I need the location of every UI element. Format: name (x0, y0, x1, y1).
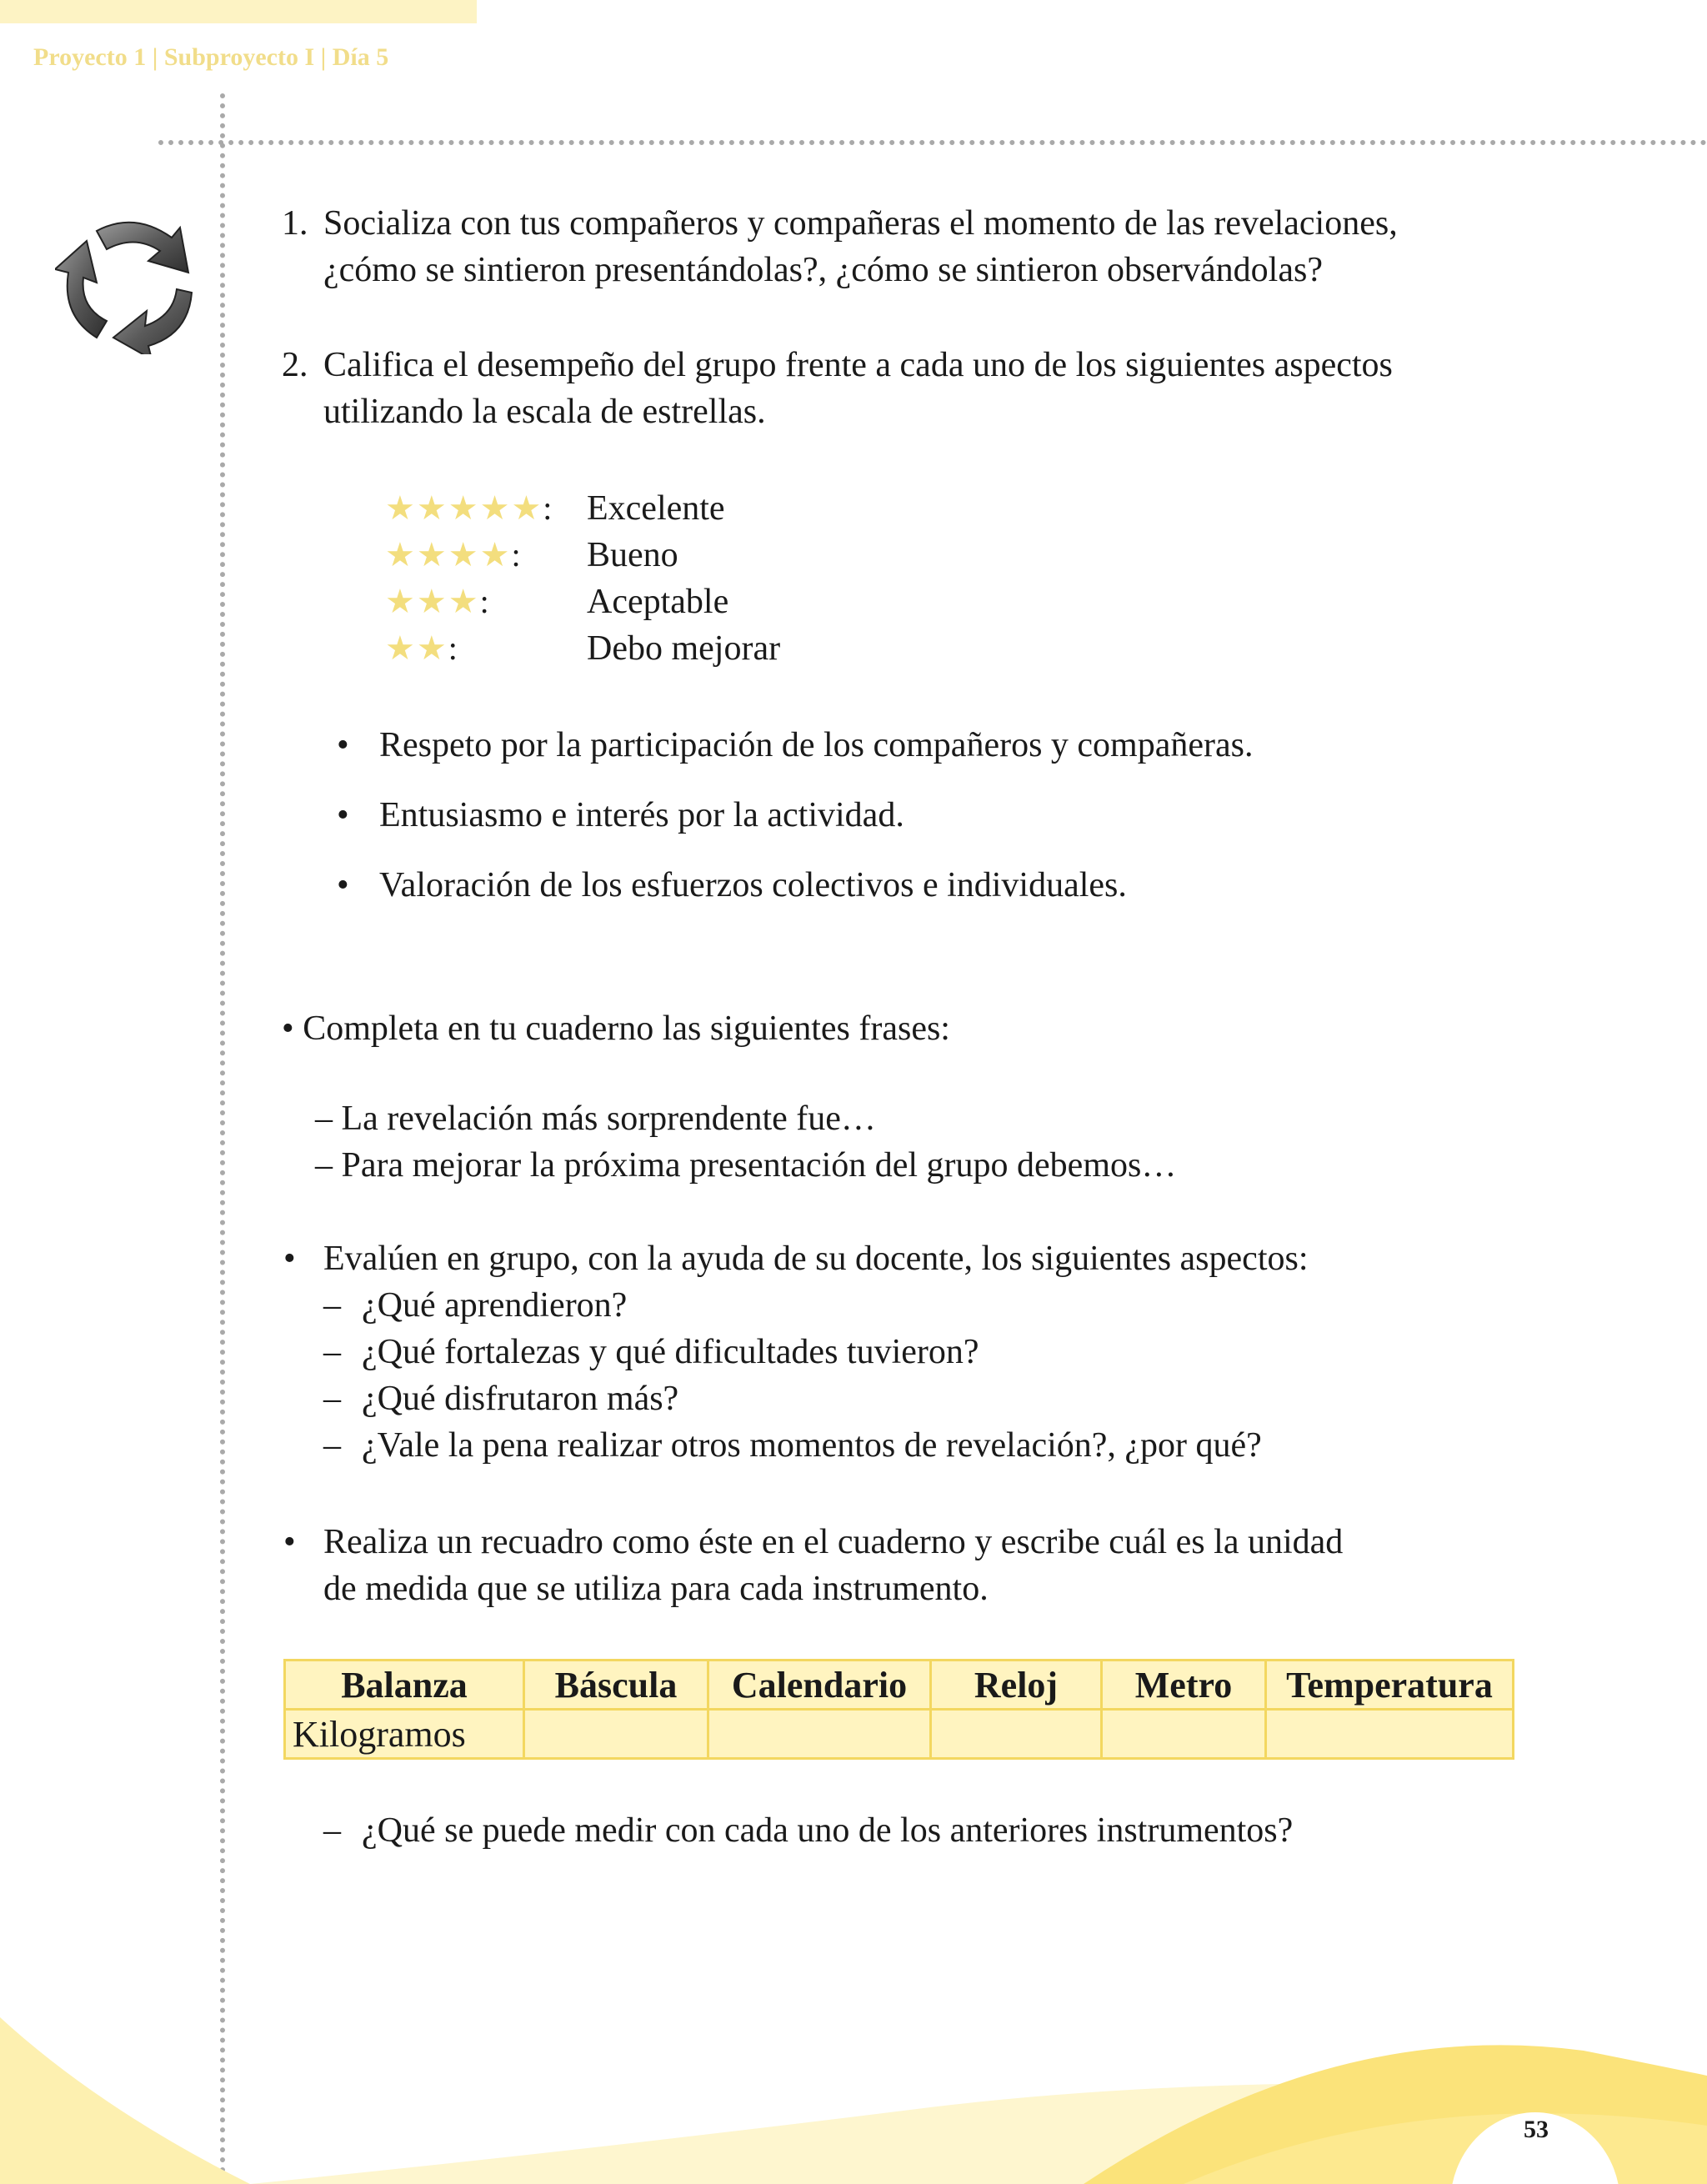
table-cell-metro (1102, 1710, 1266, 1759)
dash-marker: – (323, 1426, 341, 1465)
evaluate-question-2: ¿Qué fortalezas y qué dificultades tuvieron? (362, 1333, 979, 1371)
bullet-icon: • (337, 866, 349, 904)
page-number: 53 (1524, 2116, 1549, 2143)
star-rating-3: ★★★: (385, 583, 491, 620)
table-cell-reloj (931, 1710, 1102, 1759)
table-header-bascula: Báscula (524, 1661, 708, 1710)
dash-marker: – (323, 1286, 341, 1325)
item-2-line-2: utilizando la escala de estrellas. (323, 393, 766, 431)
table-cell-balanza: Kilogramos (285, 1710, 524, 1759)
star-label-aceptable: Aceptable (587, 583, 729, 621)
dash-marker: – (323, 1811, 341, 1850)
decorative-waves (0, 1984, 1707, 2184)
bullet-icon: • (283, 1523, 296, 1561)
table-header-balanza: Balanza (285, 1661, 524, 1710)
complete-intro: • Completa en tu cuaderno las siguientes frases: (282, 1009, 950, 1048)
star-icon: ★★★★ (385, 536, 512, 574)
star-label-debo-mejorar: Debo mejorar (587, 629, 781, 668)
aspect-3: Valoración de los esfuerzos colectivos e individuales. (379, 866, 1127, 904)
item-1-line-1: Socializa con tus compañeros y compañeras el momento de las revelaciones, (323, 204, 1398, 243)
star-label-excelente: Excelente (587, 489, 725, 528)
bullet-icon: • (337, 726, 349, 764)
dash-marker: – (323, 1333, 341, 1371)
phrase-2: – Para mejorar la próxima presentación del grupo debemos… (315, 1146, 1177, 1185)
table-cell-temperatura (1266, 1710, 1514, 1759)
item-1-number: 1. (282, 204, 308, 243)
item-2-line-1: Califica el desempeño del grupo frente a cada uno de los siguientes aspectos (323, 346, 1393, 384)
aspect-1: Respeto por la participación de los compañeros y compañeras. (379, 726, 1254, 764)
star-rating-4: ★★★★: (385, 536, 523, 574)
evaluate-question-4: ¿Vale la pena realizar otros momentos de revelación?, ¿por qué? (362, 1426, 1262, 1465)
star-label-bueno: Bueno (587, 536, 678, 574)
star-icon: ★★★ (385, 583, 480, 620)
vertical-dotted-divider (220, 93, 225, 2184)
final-question: ¿Qué se puede medir con cada uno de los anteriores instrumentos? (362, 1811, 1294, 1850)
table-task-line-1: Realiza un recuadro como éste en el cuaderno y escribe cuál es la unidad (323, 1523, 1344, 1561)
bullet-icon: • (283, 1240, 296, 1278)
evaluate-question-1: ¿Qué aprendieron? (362, 1286, 628, 1325)
table-cell-calendario (708, 1710, 931, 1759)
table-header-metro: Metro (1102, 1661, 1266, 1710)
star-icon: ★★ (385, 629, 448, 667)
table-header-row (285, 1661, 1514, 1710)
item-2-number: 2. (282, 346, 308, 384)
phrase-1: – La revelación más sorprendente fue… (315, 1100, 876, 1138)
top-accent-bar (0, 0, 477, 23)
star-icon: ★★★★★ (385, 489, 543, 527)
star-rating-5: ★★★★★: (385, 489, 554, 527)
bullet-icon: • (337, 796, 349, 834)
table-header-calendario: Calendario (708, 1661, 931, 1710)
table-task-line-2: de medida que se utiliza para cada instrumento. (323, 1570, 989, 1608)
evaluate-question-3: ¿Qué disfrutaron más? (362, 1380, 679, 1418)
cycle-arrows-icon (55, 213, 205, 354)
measurement-table (283, 1659, 1514, 1760)
table-header-reloj: Reloj (931, 1661, 1102, 1710)
star-rating-2: ★★: (385, 629, 459, 667)
aspect-2: Entusiasmo e interés por la actividad. (379, 796, 904, 834)
item-1-line-2: ¿cómo se sintieron presentándolas?, ¿cómo se sintieron observándolas? (323, 251, 1323, 289)
table-header-temperatura: Temperatura (1266, 1661, 1514, 1710)
breadcrumb: Proyecto 1 | Subproyecto I | Día 5 (33, 43, 389, 71)
evaluate-intro: Evalúen en grupo, con la ayuda de su docente, los siguientes aspectos: (323, 1240, 1309, 1278)
horizontal-dotted-divider (158, 140, 1707, 145)
table-cell-bascula (524, 1710, 708, 1759)
table-row (285, 1710, 1514, 1759)
dash-marker: – (323, 1380, 341, 1418)
